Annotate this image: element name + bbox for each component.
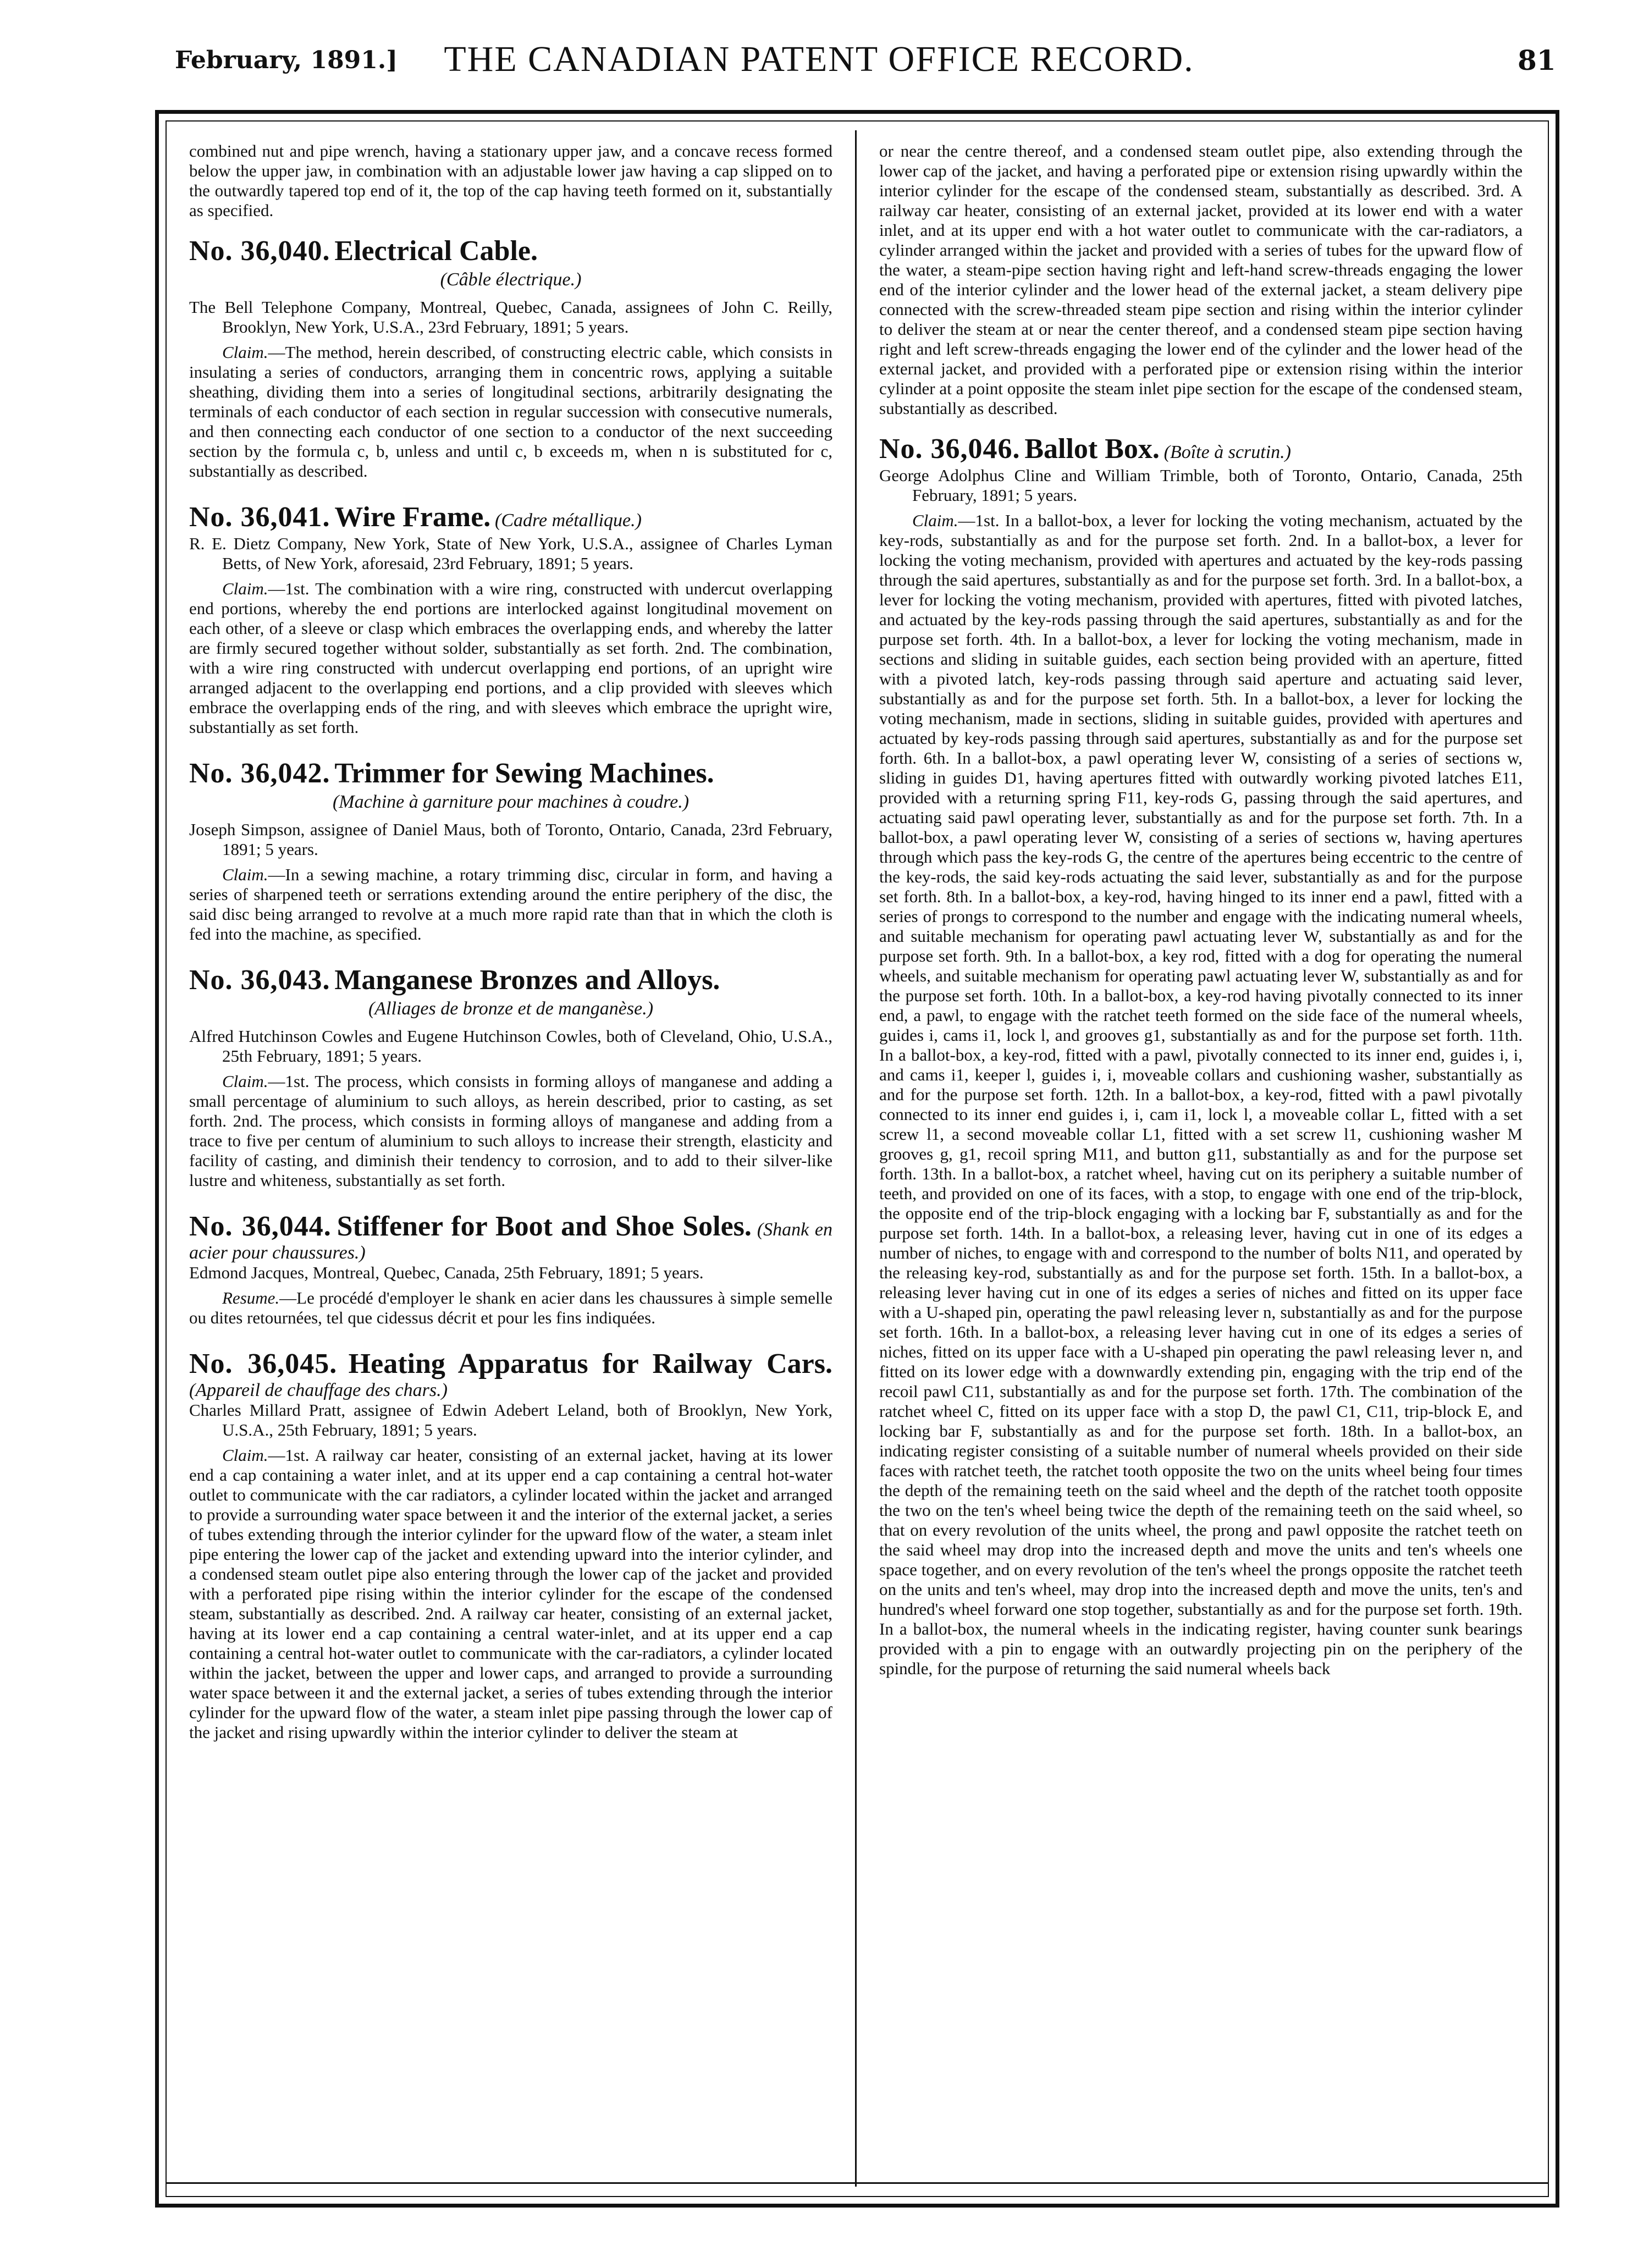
claim-label: Claim. [912, 511, 958, 530]
claim-label: Claim. [222, 343, 268, 362]
french-title: (Machine à garniture pour machines à coudre.) [332, 792, 690, 812]
patent-number: No. 36,040. [189, 235, 330, 267]
claim-text [189, 1445, 832, 1742]
column-divider [855, 130, 857, 2187]
claim-body: —1st. The combination with a wire ring, constructed with undercut overlapping end portions, whereby the end portions are interlocked against longitudinal movement on each other, of a sleeve or clasp which embraces the overlapping ends, and whereby the latter are firmly secured together without solder, substantially as set forth. 2nd. The combination, with a wire ring constructed with undercut overlapping end portions, of an upright wire arranged adjacent to the overlapping end portions, and a clip provided with sleeves which embrace the overlapping ends of the ring, and with sleeves which embrace the upright wire, substantially as set forth. [189, 579, 832, 737]
claim-body: —1st. The process, which consists in forming alloys of manganese and adding a small percentage of aluminium to such alloys, as herein described, prior to casting, as set forth. 2nd. The process, which consists in forming alloys of manganese and adding from a trace to five per centum of aluminium to such alloys to increase their strength, elasticity and facility of casting, and diminish their tendency to corrosion, and to add to their silver-like lustre and whiteness, substantially as set forth. [189, 1072, 832, 1190]
claim-label: Claim. [222, 865, 268, 884]
patent-number: No. 36,044. [189, 1211, 332, 1242]
patent-entry-36045 [189, 1348, 832, 1742]
assignee-text: The Bell Telephone Company, Montreal, Quebec, Canada, assignees of John C. Reilly, Brooklyn, New York, U.S.A., 23rd February, 1891; 5 years. [189, 297, 832, 336]
issue-date: February, 1891.] [175, 46, 398, 74]
french-title: (Boîte à scrutin.) [1163, 442, 1291, 462]
french-title: (Appareil de chauffage des chars.) [189, 1380, 448, 1400]
claim-body: —Le procédé d'employer le shank en acier dans les chaussures à simple semelle ou dites retournées, tel que cidessus décrit et pour les fins indiquées. [189, 1288, 832, 1327]
patent-title: Electrical Cable. [334, 235, 538, 267]
publication-title: THE CANADIAN PATENT OFFICE RECORD. [444, 39, 1194, 79]
patent-entry-36043 [189, 964, 832, 1190]
claim-label: Claim. [222, 1445, 268, 1465]
assignee-text: R. E. Dietz Company, New York, State of New York, U.S.A., assignee of Charles Lyman Betts, of New York, aforesaid, 23rd February, 1891; 5 years. [189, 534, 832, 573]
patent-title: Wire Frame. [334, 501, 491, 533]
claim-label: Claim. [222, 1072, 268, 1091]
assignee-text: Charles Millard Pratt, assignee of Edwin Adebert Leland, both of Brooklyn, New York, U.S.A., 25th February, 1891; 5 years. [189, 1400, 832, 1439]
page-header [0, 38, 1638, 88]
page-number: 81 [1518, 44, 1556, 76]
claim-text [189, 579, 832, 737]
claim-text [189, 865, 832, 944]
page-frame [155, 110, 1559, 2208]
french-title: (Cadre métallique.) [495, 510, 642, 531]
claim-text [189, 343, 832, 481]
left-column [189, 141, 832, 1762]
continued-claim-text: or near the centre thereof, and a condensed steam outlet pipe, also extending through the lower cap of the jacket, and having a perforated pipe or extension rising upwardly within the interior cylinder for the escape of the condensed steam, substantially as described. 3rd. A railway car heater, consisting of an external jacket, provided at its lower end with a water inlet, and at its upper end with a hot water outlet to communicate with the car-radiators, a cylinder arranged within the jacket and provided with a series of tubes for the upward flow of the water, a steam-pipe section having right and left-hand screw-threads engaging the lower end of the interior cylinder and the lower head of the external jacket, a steam delivery pipe connected with the screw-threaded steam pipe section and rising within the interior cylinder to deliver the steam at or near the center thereof, and a condensed steam pipe section having right and left screw-threads engaging the lower end of the cylinder and the lower head of the external jacket, and provided with a perforated pipe or extension rising within the interior cylinder at a point opposite the steam inlet pipe section for the escape of the condensed steam, substantially as described. [879, 141, 1523, 418]
claim-text [189, 1288, 832, 1328]
assignee-text: George Adolphus Cline and William Trimble, both of Toronto, Ontario, Canada, 25th February, 1891; 5 years. [879, 466, 1523, 505]
patent-title: Trimmer for Sewing Machines. [334, 758, 714, 789]
assignee-text: Edmond Jacques, Montreal, Quebec, Canada, 25th February, 1891; 5 years. [189, 1263, 704, 1282]
french-title: (Câble électrique.) [440, 269, 582, 290]
patent-number: No. 36,045. [189, 1348, 338, 1379]
patent-entry-36040 [189, 235, 832, 481]
patent-number: No. 36,046. [879, 433, 1021, 465]
resume-label: Resume. [222, 1288, 280, 1307]
french-title: (Alliages de bronze et de manganèse.) [368, 998, 654, 1019]
patent-entry-36046 [879, 433, 1523, 1679]
patent-title: Stiffener for Boot and Shoe Soles. [337, 1211, 752, 1242]
claim-body: —In a sewing machine, a rotary trimming disc, circular in form, and having a series of sharpened teeth or serrations extending around the entire periphery of the disc, the said disc being arranged to revolve at a much more rapid rate than that in which the cloth is fed into the machine, as specified. [189, 865, 832, 943]
patent-entry-36042 [189, 757, 832, 944]
claim-text [879, 511, 1523, 1679]
right-column [879, 141, 1523, 1698]
patent-entry-36041 [189, 501, 832, 737]
claim-body: —1st. A railway car heater, consisting of an external jacket, having at its lower end a cap containing a water inlet, and at its upper end a cap containing a central hot-water outlet to communicate with the car radiators, a cylinder located within the jacket and arranged to provide a surrounding water space between it and the interior of the external jacket, a series of tubes extending through the interior cylinder for the upward flow of the water, a steam inlet pipe entering the lower cap of the jacket and extending upward into the interior cylinder, and a condensed steam outlet pipe also entering through the lower cap of the jacket and provided with a perforated pipe rising within the interior cylinder for the escape of the condensed steam, substantially as described. 2nd. A railway car heater, consisting of an external jacket, having at its lower end a cap containing a central water-inlet, and at its upper end a cap containing a central hot-water outlet to communicate with the car-radiators, a cylinder located within the jacket, between the upper and lower caps, and arranged to provide a surrounding water space between it and the external jacket, a series of tubes extending through the interior cylinder for the upward flow of the water, a steam inlet pipe passing through the lower cap of the jacket and rising upwardly within the interior cylinder to deliver the steam at [189, 1445, 832, 1742]
claim-label: Claim. [222, 579, 268, 598]
patent-title: Heating Apparatus for Railway Cars. [348, 1348, 832, 1379]
claim-body: —The method, herein described, of constructing electric cable, which consists in insulating a series of conductors, arranging them in concentric rows, applying a suitable sheathing, dividing them into a series of longitudinal sections, arbitrarily designating the terminals of each conductor of each section in regular succession with consecutive numerals, and then connecting each conductor of one section to a conductor of the next succeeding section by the formula c, b, unless and until c, b exceeds m, when n is substituted for c, substantially as described. [189, 343, 832, 481]
claim-text [189, 1072, 832, 1190]
assignee-text: Joseph Simpson, assignee of Daniel Maus, both of Toronto, Ontario, Canada, 23rd February, 1891; 5 years. [189, 820, 832, 859]
french-title: (Shank en acier pour chaussures.) [189, 1219, 832, 1263]
patent-title: Ballot Box. [1024, 433, 1160, 465]
bottom-rule [167, 2182, 1548, 2184]
continued-claim-text: combined nut and pipe wrench, having a stationary upper jaw, and a concave recess formed below the upper jaw, in combination with an adjustable lower jaw having a cap slipped on to the outwardly tapered top end of it, the top of the cap having teeth formed on it, substantially as specified. [189, 141, 832, 220]
patent-entry-36044 [189, 1210, 832, 1328]
patent-number: No. 36,041. [189, 501, 330, 533]
claim-body: —1st. In a ballot-box, a lever for locking the voting mechanism, actuated by the key-rods, substantially as and for the purpose set forth. 2nd. In a ballot-box, a lever for locking the voting mechanism, provided with apertures and actuated by the key-rods passing through the said apertures, substantially as and for the purpose set forth. 3rd. In a ballot-box, a lever for locking the voting mechanism, provided with apertures, fitted with pivoted latches, and actuated by the key-rods passing through the said apertures, substantially as and for the purpose set forth. 4th. In a ballot-box, a lever for locking the voting mechanism, made in sections and sliding in suitable guides, each section being provided with an aperture, fitted with a pivoted latch, key-rods passing through said aperture and actuating said lever, substantially as and for the purpose set forth. 5th. In a ballot-box, a lever for locking the voting mechanism, made in sections, sliding in suitable guides, provided with apertures and actuated by key-rods passing through said apertures, substantially as and for the purpose set forth. 6th. In a ballot-box, a pawl operating lever W, consisting of a series of sections w, sliding in guides D1, having apertures fitted with outwardly working pivoted latches E11, provided with a returning spring F11, key-rods G, passing through the said apertures, and actuating said pawl operating lever, substantially as and for the purpose set forth. 7th. In a ballot-box, a pawl operating lever W, consisting of a series of sections w, having apertures through which pass the key-rods G, the centre of the apertures being eccentric to the centre of the key-rods, the said key-rods actuating the said lever, substantially as and for the purpose set forth. 8th. In a ballot-box, a key-rod, having hinged to its inner end a pawl, fitted with a series of prongs to correspond to the number and engage with the indicating numeral wheels, and suitable mechanism for operating pawl actuating lever W, substantially as and for the purpose set forth. 9th. In a ballot-box, a key rod, fitted with a dog for operating the numeral wheels, and suitable mechanism for operating pawl actuating lever W, substantially as and for the purpose set forth. 10th. In a ballot-box, a key-rod having pivotally connected to its inner end, a pawl, to engage with the ratchet teeth formed on the side face of the numeral wheels, guides i, cams i1, lock l, and grooves g1, substantially as and for the purpose set forth. 11th. In a ballot-box, a key-rod, fitted with a pawl, pivotally connected to its inner end, guides i, i, and cams i1, keeper l, guides i, i, moveable collars and cushioning washer, substantially as and for the purpose set forth. 12th. In a ballot-box, a key-rod, fitted with a pawl pivotally connected to its inner end guides i, i, cam i1, lock l, a moveable collar L, fitted with a set screw l1, a second moveable collar L1, fitted with a set screw l1, cushioning washer M grooves g, g1, recoil spring M11, and button g11, substantially as and for the purpose set forth. 13th. In a ballot-box, a ratchet wheel, having cut on its periphery a suitable number of teeth, and provided on one of its faces, with a stop, to engage with one end of the trip-block, the opposite end of the trip-block engaging with a locking bar F, substantially as and for the purpose set forth. 14th. In a ballot-box, a releasing lever, having cut in one of its edges a number of niches, to engage with and correspond to the number of bolts N11, and operated by the releasing key-rod, substantially as and for the purpose set forth. 15th. In a ballot-box, a releasing lever having cut in one of its edges a series of niches and fitted on its upper face with a U-shaped pin, operating the pawl releasing lever n, substantially as and for the purpose set forth. 16th. In a ballot-box, a releasing lever having cut in one of its edges a series of niches, fitted on its upper face with a U-shaped pin operating the pawl releasing lever n, and fitted on its lower edge with a downwardly extending pin, engaging with the trip end of the recoil pawl C11, substantially as and for the purpose set forth. 17th. The combination of the ratchet wheel C, fitted on its upper face with a stop D, the pawl C1, C11, trip-block E, and locking bar F, substantially as and for the purpose set forth. 18th. In a ballot-box, an indicating register consisting of a suitable number of numeral wheels provided on their side faces with ratchet teeth, the ratchet tooth opposite the two on the units wheel being four times the depth of the remaining teeth on the said wheel and the depth of the ratchet tooth opposite the two on the ten's wheel being twice the depth of the remaining teeth on the said wheel, so that on every revolution of the units wheel, the prong and pawl opposite the ratchet teeth on the said wheel may drop into the increased depth and move the units and ten's wheels one space together, and on every revolution of the ten's wheel the prongs opposite the ratchet teeth on the units and ten's wheel, may drop into the increased depth and move the units, ten's and hundred's wheel forward one stop together, substantially as and for the purpose set forth. 19th. In a ballot-box, the numeral wheels in the indicating register, having counter sunk bearings provided with a pin to engage with an outwardly projecting pin on the periphery of the spindle, for the purpose of returning the said numeral wheels back [879, 511, 1523, 1678]
patent-title: Manganese Bronzes and Alloys. [334, 964, 720, 996]
assignee-text: Alfred Hutchinson Cowles and Eugene Hutchinson Cowles, both of Cleveland, Ohio, U.S.A., 25th February, 1891; 5 years. [189, 1027, 832, 1066]
patent-number: No. 36,042. [189, 758, 330, 789]
patent-number: No. 36,043. [189, 964, 330, 996]
